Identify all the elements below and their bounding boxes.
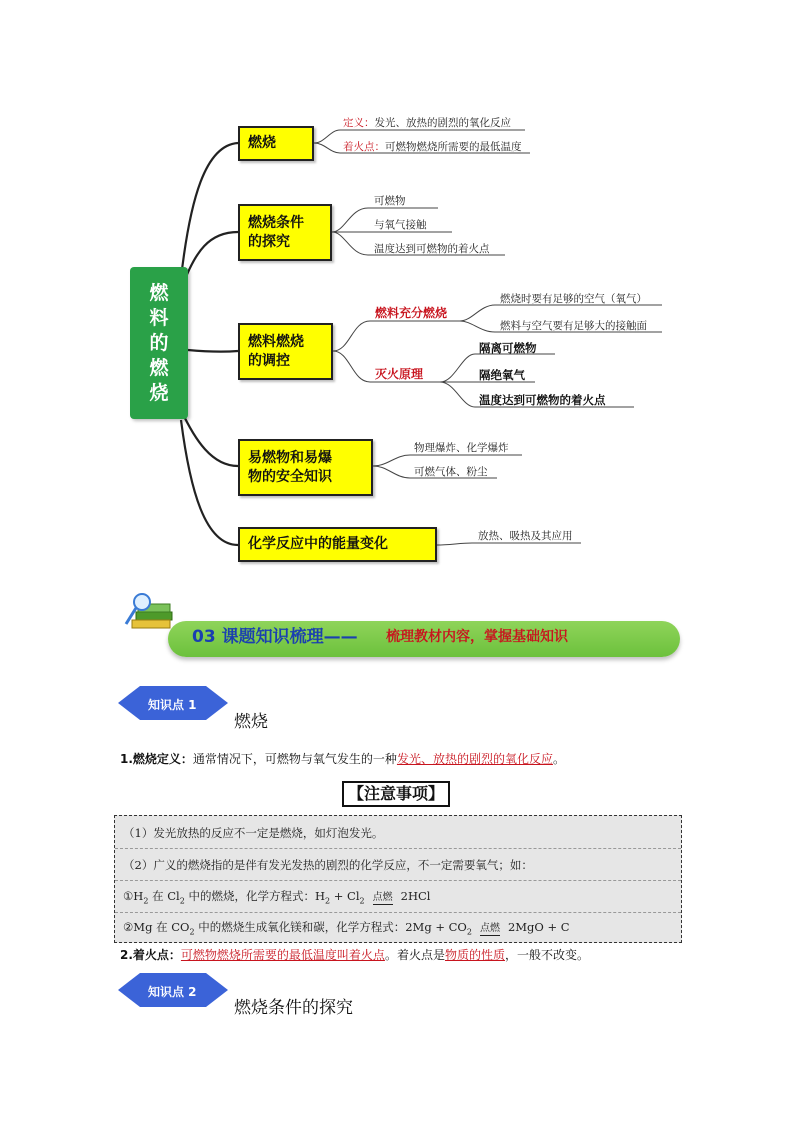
branch-label-line: 物的安全知识	[248, 468, 332, 485]
subscript: 2	[189, 927, 195, 937]
banner-title	[192, 624, 358, 650]
eq-part: + Cl	[333, 889, 360, 903]
notes-heading: 【注意事项】	[342, 781, 450, 807]
eq-part: 在 Cl	[152, 889, 180, 903]
leaf-item: 物理爆炸、化学爆炸	[414, 442, 509, 454]
root-char: 燃	[149, 281, 169, 304]
para-underlined: 发光、放热的剧烈的氧化反应	[396, 752, 553, 766]
subscript: 2	[143, 896, 149, 906]
leaf-item: 与氧气接触	[374, 219, 427, 231]
branch-label-line: 燃料燃烧	[248, 333, 304, 350]
note-line-equation	[123, 888, 430, 905]
eq-part: 2HCl	[400, 889, 431, 903]
para-label: 1.燃烧定义：	[120, 752, 193, 766]
divider	[115, 912, 681, 913]
eq-part: 中的燃烧生成氧化镁和碳，化学方程式：2Mg + CO	[198, 920, 467, 934]
note-line-equation	[123, 919, 570, 936]
reaction-condition: 点燃	[372, 892, 393, 903]
leaf-item: 燃烧时要有足够的空气（氧气）	[500, 293, 647, 305]
paragraph-definition	[120, 750, 565, 767]
leaf-item: 放热、吸热及其应用	[478, 530, 573, 542]
kp1-tag-label: 知识点 1	[148, 698, 197, 712]
sub-full-combustion: 燃料充分燃烧	[375, 306, 448, 320]
notes-box	[114, 815, 682, 943]
root-char: 烧	[149, 381, 169, 404]
eq-part: ②Mg 在 CO	[123, 920, 190, 934]
branch-safety	[238, 439, 373, 496]
kp2-title: 燃烧条件的探究	[234, 998, 353, 1018]
note-line: （1）发光放热的反应不一定是燃烧，如灯泡发光。	[123, 826, 384, 840]
banner-subtitle: 梳理教材内容，掌握基础知识	[386, 629, 568, 645]
leaf-ignition	[343, 139, 522, 154]
para-text: 通常情况下，可燃物与氧气发生的一种	[192, 752, 397, 766]
leaf-item: 隔绝氧气	[479, 368, 525, 382]
leaf-prefix: 着火点：	[343, 141, 385, 153]
leaf-item: 燃料与空气要有足够大的接触面	[500, 320, 647, 332]
leaf-item: 可燃气体、粉尘	[414, 466, 488, 478]
leaf-item: 温度达到可燃物的着火点	[374, 243, 490, 255]
books-magnifier-icon	[122, 590, 178, 632]
para-underlined: 可燃物燃烧所需要的最低温度叫着火点	[180, 948, 385, 962]
banner-title-text: 03 课题知识梳理	[192, 627, 324, 647]
leaf-item: 温度达到可燃物的着火点	[479, 393, 606, 407]
branch-combustion	[238, 126, 314, 161]
banner-dash: ——	[323, 627, 358, 647]
root-char: 料	[149, 306, 169, 329]
paragraph-ignition	[120, 946, 589, 963]
branch-label: 化学反应中的能量变化	[248, 536, 388, 552]
root-char: 燃	[149, 356, 169, 379]
subscript: 2	[179, 896, 185, 906]
branch-label-line: 燃烧条件	[248, 214, 304, 231]
branch-conditions	[238, 204, 332, 261]
kp2-tag-label: 知识点 2	[148, 985, 197, 999]
note-line: （2）广义的燃烧指的是伴有发光发热的剧烈的化学反应，不一定需要氧气；如：	[123, 858, 533, 872]
kp1-title: 燃烧	[234, 712, 268, 732]
eq-part: 2MgO + C	[507, 920, 570, 934]
para-end: 。	[552, 752, 565, 766]
mindmap-root	[130, 267, 188, 419]
branch-control	[238, 323, 333, 380]
leaf-text: 发光、放热的剧烈的氧化反应	[374, 117, 511, 129]
para-underlined: 物质的性质	[444, 948, 505, 962]
leaf-item: 隔离可燃物	[479, 341, 537, 355]
branch-label-line: 的探究	[248, 233, 290, 250]
para-label: 2.着火点：	[120, 948, 181, 962]
branch-label-line: 易燃物和易爆	[248, 449, 332, 466]
subscript: 2	[359, 896, 365, 906]
subscript: 2	[325, 896, 331, 906]
para-end: ，一般不改变。	[504, 948, 589, 962]
divider	[115, 880, 681, 881]
reaction-condition: 点燃	[479, 923, 500, 934]
eq-part: ①H	[123, 889, 144, 903]
leaf-definition	[343, 115, 511, 130]
branch-label: 燃烧	[248, 135, 276, 151]
leaf-prefix: 定义：	[343, 117, 375, 129]
eq-part: 中的燃烧，化学方程式：H	[188, 889, 326, 903]
sub-fire-extinguishing: 灭火原理	[375, 367, 424, 381]
branch-label-line: 的调控	[248, 352, 290, 369]
leaf-item: 可燃物	[374, 195, 406, 207]
branch-energy	[238, 527, 437, 562]
root-char: 的	[149, 331, 169, 354]
divider	[115, 848, 681, 849]
para-text: 。着火点是	[384, 948, 445, 962]
leaf-text: 可燃物燃烧所需要的最低温度	[385, 141, 522, 153]
subscript: 2	[466, 927, 472, 937]
